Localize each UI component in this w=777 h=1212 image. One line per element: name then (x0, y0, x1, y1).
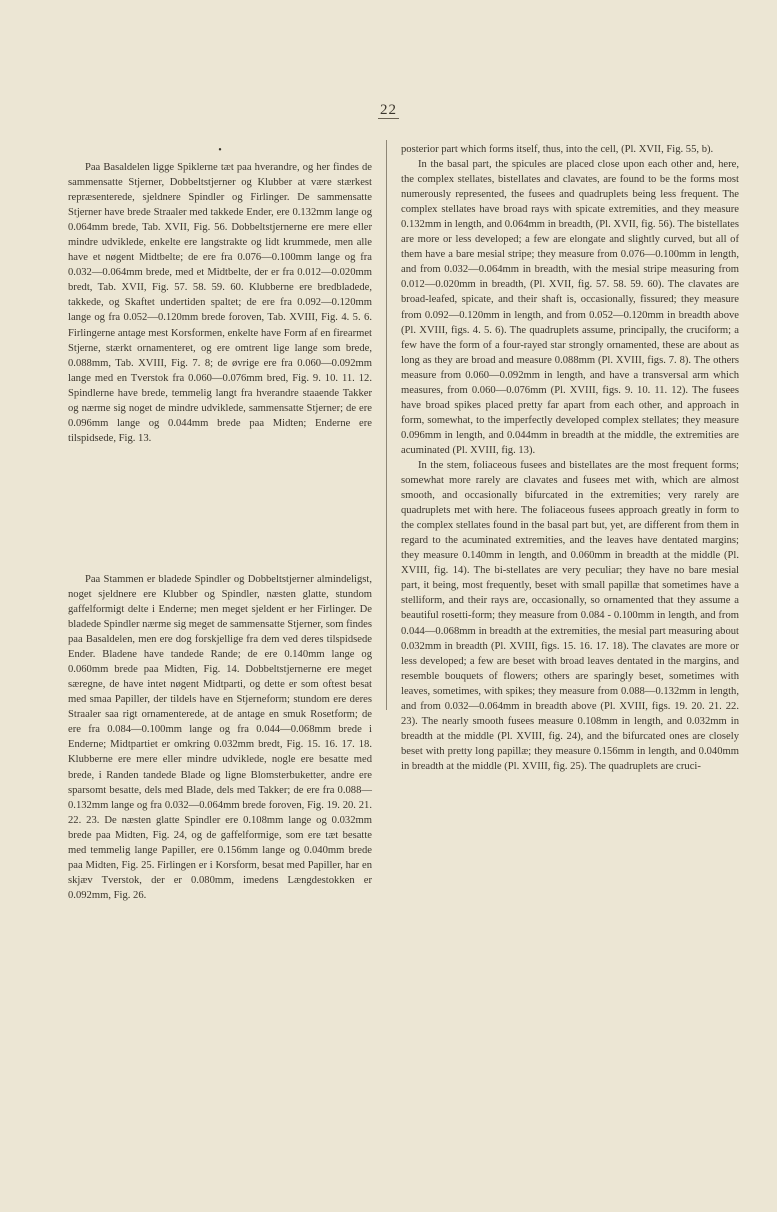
right-paragraph-basal: In the basal part, the spicules are placed close upon each other and, here, the complex stellates, bistellates and clavates, are found to be the forms most numerously represented, the fusees and quadruplets being less frequent. The complex stellates have broad rays with spicate extremities, and they measure 0.132mm in length, and 0.064mm in breadth, (Pl. XVII, fig. 56). The bistellates are more or less developed; a few are elongate and slightly curved, but all of them have a bare mesial stripe; they measure from 0.076—0.100mm in length, and from 0.032—0.064mm in breadth, with the mesial stripe measuring from 0.012—0.020mm in breadth, (Pl. XVII, fig. 57. 58. 59. 60). The clavates are broad-leafed, spicate, and their shaft is, occasionally, fissured; they measure from 0.092—0.120mm in length, and from 0.052—0.120mm in breadth above (Pl. XVIII, figs. 4. 5. 6). The quadruplets assume, principally, the cruciform; a few have the form of a four-rayed star strongly ornamented, these are about as long as they are broad and measure 0.088mm (Pl. XVIII, figs. 7. 8). The others measure from 0.060—0.092mm in length, and have a transversal arm which measures, from 0.060—0.076mm (Pl. XVIII, figs. 9. 10. 11. 12). The fusees have broad spikes placed pretty far apart from each other, and approach in form, somewhat, to the imperfectly developed complex stellates; they measure 0.096mm in length, and 0.044mm in breadth at the middle, the extremities are acuminated (Pl. XVIII, fig. 13). (401, 159, 739, 456)
page-number-text: 22 (380, 102, 397, 118)
right-column-english (401, 142, 739, 774)
right-paragraph-continuation: posterior part which forms itself, thus, into the cell, (Pl. XVII, Fig. 55, b). (401, 144, 714, 155)
page-number (0, 102, 777, 119)
column-divider (386, 140, 387, 710)
left-paragraph-stem: Paa Stammen er bladede Spindler og Dobbeltstjerner almindeligst, noget sjeldnere ere Klubber og Spindler, næsten glatte, stundom gaffelformigt delte i Enderne; men meget sjeldent er her Firlinger. De bladede Spindler nærme sig meget de sammensatte Stjerner, som findes paa Basaldelen, men ere dog forskjellige fra dem ved deres tilspidsede Ender. Bladene have tandede Rande; de ere 0.140mm lange og 0.060mm brede paa Midten, Fig. 14. Dobbeltstjernerne ere meget særegne, de have intet nøgent Midtparti, og dette er som oftest besat med smaa Papiller, der tildels have en Stjerneform; stundom ere deres Straaler saa rigt ornamenterede, at de antage en smuk Rosetform; de ere fra 0.084—0.100mm lange og fra 0.044—0.068mm brede i Enderne; Midtpartiet er omkring 0.032mm bredt, Fig. 15. 16. 17. 18. Klubberne ere mere eller mindre udviklede, nogle ere besatte med brede, i Randen tandede Blade og ligne Blomsterbuketter, andre ere sparsomt besatte, dels med Blade, dels med Takker; de ere fra 0.088—0.132mm lange og fra 0.032—0.064mm brede foroven, Fig. 19. 20. 21. 22. 23. De næsten glatte Spindler ere 0.108mm lange og 0.032mm brede paa Midten, Fig. 24, og de gaffelformige, som ere tæt besatte med temmelig lange Papiller, ere 0.156mm lange og 0.040mm brede paa Midten, Fig. 25. Firlingen er i Korsform, besat med Papiller, har en skjæv Tverstok, der er 0.080mm, imedens Længdestokken er 0.092mm, Fig. 26. (68, 573, 372, 901)
right-paragraph-stem: In the stem, foliaceous fusees and bistellates are the most frequent forms; somewhat more rarely are clavates and fusees met with, which are almost smooth, and occasionally bifurcated in the extremities; very rarely are quadruplets met with here. The foliaceous fusees approach greatly in form to the complex stellates found in the basal part but, yet, are different from them in regard to the acuminated extremities, and the leaves have dentated margins; they measure 0.140mm in length, and 0.060mm in breadth at the middle (Pl. XVIII, fig. 14). The bi-stellates are very peculiar; they have no bare mesial part, it being, most frequently, beset with small papillæ that sometimes have a stelliform, and their rays are, occasionally, so ornamented that they assume a beautiful rosetti-form; they measure from 0.084 - 0.100mm in length, and from 0.044—0.068mm in breadth at the extremities, the mesial part measuring about 0.032mm in breadth (Pl. XVIII, figs. 15. 16. 17. 18). The clavates are more or less developed; a few are beset with broad leaves dentated in the margins, and resemble bouquets of flowers; others are sparingly beset, sometimes with leaves, sometimes, with spikes; they measure from 0.088—0.132mm in length, and from 0.032—0.064mm in breadth above (Pl. XVIII, figs. 19. 20. 21. 22. 23). The nearly smooth fusees measure 0.108mm in length, and 0.032mm in breadth at the middle (Pl. XVIII, fig. 24), and the bifurcated ones are closely beset with pretty long papillæ; they measure 0.156mm in length, and 0.040mm in breadth at the middle (Pl. XVIII, fig. 25). The quadruplets are cruci- (401, 459, 739, 772)
left-paragraph-basal: Paa Basaldelen ligge Spiklerne tæt paa hverandre, og her findes de sammensatte Stjerner, Dobbeltstjerner og Klubber at være stærkest repræsenterede, sjeldnere Spindler og Firlinger. De sammensatte Stjerner have brede Straaler med takkede Ender, ere 0.132mm lange og 0.064mm brede, Tab. XVII, Fig. 56. Dobbeltstjernerne ere mere eller mindre udviklede, enkelte ere langstrakte og lidt krummede, men alle have et nøgent Midtbelte; de ere fra 0.076—0.100mm lange og fra 0.032—0.064mm brede, med et Midtbelte, der er fra 0.012—0.020mm bredt, Tab. XVII, Fig. 57. 58. 59. 60. Klubberne ere bredbladede, takkede, og Skaftet undertiden spaltet; de ere fra 0.092—0.120mm lange og fra 0.052—0.120mm brede foroven, Tab. XVIII, Fig. 4. 5. 6. Firlingerne antage mest Korsformen, enkelte have Form af en firearmet Stjerne, stærkt ornamenteret, og ere omtrent lige lange som brede, 0.088mm, Tab. XVIII, Fig. 7. 8; de øvrige ere fra 0.060—0.092mm lange med en Tverstok fra 0.060—0.076mm bred, Fig. 9. 10. 11. 12. Spindlerne have brede, temmelig langt fra hverandre staaende Takker og nærme sig noget de mindre udviklede, sammensatte Stjerner; de ere 0.096mm lange og 0.044mm brede paa Midten; Enderne ere tilspidsede, Fig. 13. (68, 162, 372, 444)
paragraph-gap (68, 446, 372, 572)
ornament-dot: • (218, 145, 222, 156)
left-column-norwegian (68, 142, 372, 903)
